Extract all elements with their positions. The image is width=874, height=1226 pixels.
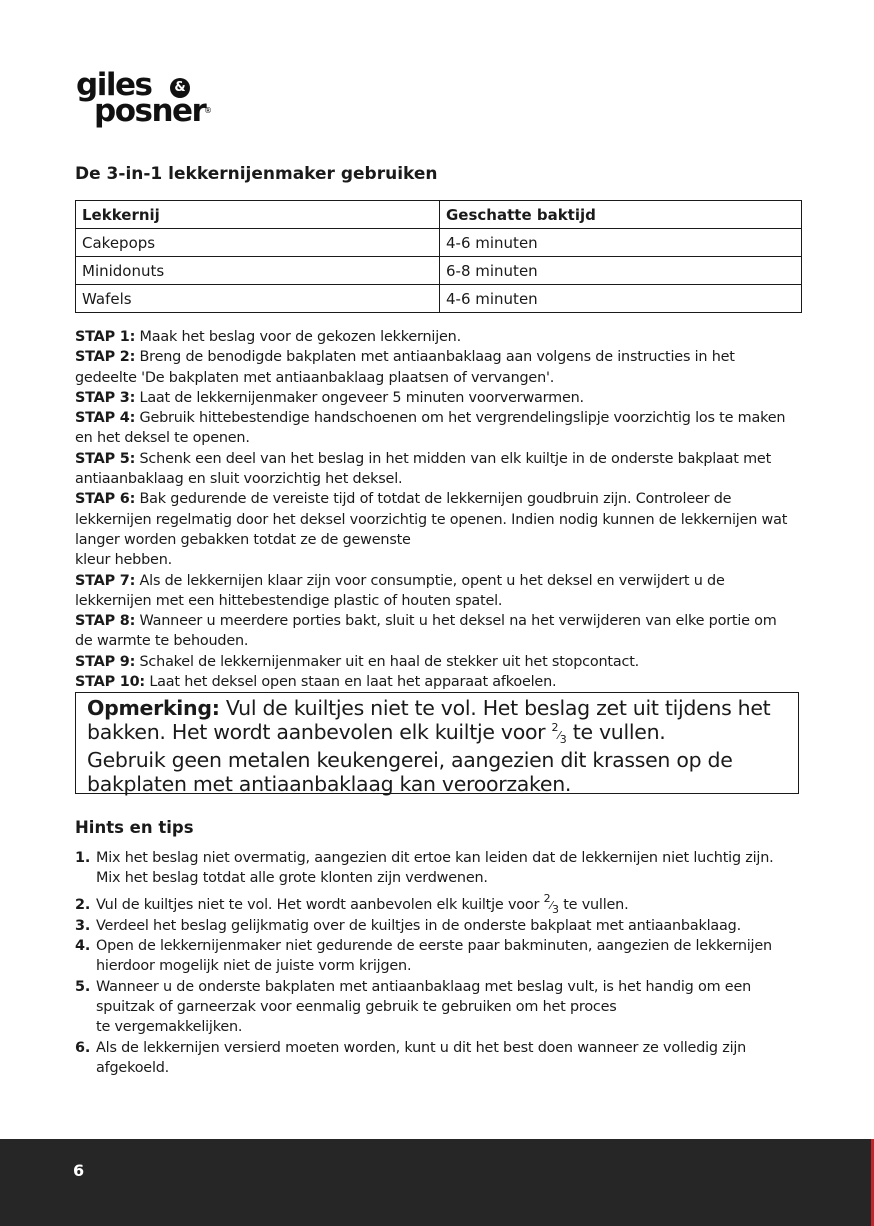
step-item [75, 672, 795, 692]
list-text: Wanneer u de onderste bakplaten met antiaanbaklaag met beslag vult, is het handig om een spuitzak of garneerzak voor eenmalig gebruik te gebruiken om het proces [96, 978, 752, 1016]
list-text: Als de lekkernijen versierd moeten worden, kunt u dit het best doen wanneer ze volledig zijn afgekoeld. [96, 1039, 747, 1076]
table-cell: 4-6 minuten [440, 229, 802, 257]
step-text: Schakel de lekkernijenmaker uit en haal de stekker uit het stopcontact. [135, 653, 640, 670]
table-cell: Minidonuts [76, 257, 440, 285]
brand-logo [76, 67, 216, 130]
step-label: STAP 10: [75, 674, 145, 691]
fraction-numerator: 2 [543, 891, 551, 905]
note-box [75, 692, 799, 794]
baking-time-table [75, 200, 802, 313]
step-text: Als de lekkernijen klaar zijn voor consumptie, opent u het deksel en verwijdert u de lekkernijen met een hittebestendige plastic of houten spatel. [75, 572, 725, 609]
logo-ampersand: & [170, 78, 190, 98]
step-label: STAP 6: [75, 491, 136, 508]
note-text: Gebruik geen metalen keukengerei, aangezien dit krassen op de bakplaten met antiaanbaklaag kan veroorzaken. [87, 748, 733, 796]
step-text-continued: kleur hebben. [75, 552, 172, 569]
step-label: STAP 5: [75, 450, 136, 467]
list-item [75, 1038, 795, 1079]
fraction-numerator: 2 [551, 721, 559, 734]
step-item [75, 571, 795, 612]
step-label: STAP 2: [75, 349, 136, 366]
hints-list [75, 848, 795, 1078]
fraction-denominator: 3 [552, 902, 559, 916]
step-text: Gebruik hittebestendige handschoenen om het vergrendelingslipje voorzichtig los te maken en het deksel te openen. [75, 410, 786, 447]
step-label: STAP 9: [75, 653, 136, 670]
step-item [75, 489, 795, 570]
section-title: De 3-in-1 lekkernijenmaker gebruiken [75, 164, 438, 184]
step-label: STAP 4: [75, 410, 136, 427]
step-item [75, 652, 795, 672]
step-item [75, 347, 795, 388]
step-label: STAP 1: [75, 329, 136, 345]
note-label: Opmerking: [87, 696, 220, 720]
list-item [75, 891, 795, 916]
list-text: Vul de kuiltjes niet te vol. Het wordt aanbevolen elk kuiltje voor [96, 896, 544, 913]
table-row [76, 257, 802, 285]
list-number: 1. [75, 850, 91, 866]
table-header-cell: Lekkernij [76, 201, 440, 229]
list-item [75, 916, 795, 936]
step-text: Breng de benodigde bakplaten met antiaanbaklaag aan volgens de instructies in het gedeelte 'De bakplaten met antiaanbaklaag plaatsen of vervangen'. [75, 349, 735, 386]
table-header-row [76, 201, 802, 229]
fraction: 2⁄3 [551, 721, 567, 746]
table-cell: 6-8 minuten [440, 257, 802, 285]
list-item [75, 848, 795, 889]
list-item [75, 936, 795, 977]
table-row [76, 285, 802, 313]
step-item [75, 611, 795, 652]
list-text: Verdeel het beslag gelijkmatig over de kuiltjes in de onderste bakplaat met antiaanbaklaag. [96, 917, 741, 934]
table-cell: 4-6 minuten [440, 285, 802, 313]
step-text: Laat de lekkernijenmaker ongeveer 5 minuten voorverwarmen. [135, 389, 584, 406]
note-text: te vullen. [566, 720, 666, 744]
list-number: 4. [75, 938, 91, 955]
step-text: Laat het deksel open staan en laat het apparaat afkoelen. [144, 674, 557, 691]
list-text-continued: te vergemakkelijken. [96, 1019, 243, 1036]
step-item [75, 408, 795, 449]
step-text: Schenk een deel van het beslag in het midden van elk kuiltje in de onderste bakplaat met antiaanbaklaag en sluit voorzichtig het deksel. [75, 450, 772, 488]
list-text: Mix het beslag niet overmatig, aangezien dit ertoe kan leiden dat de lekkernijen niet luchtig zijn. Mix het beslag totdat alle grote klonten zijn verdwenen. [96, 850, 774, 887]
step-text: Bak gedurende de vereiste tijd of totdat de lekkernijen goudbruin zijn. Controleer de lekkernijen regelmatig door het deksel voorzichtig te openen. Indien nodig kunnen de lekkernijen wat langer worden gebakken totdat ze de gewenste [75, 491, 788, 548]
table-cell: Cakepops [76, 229, 440, 257]
list-number: 5. [75, 978, 91, 995]
page-footer [0, 1139, 874, 1226]
steps-list [75, 327, 795, 692]
logo-text-posner: posner [94, 93, 206, 129]
table-row [76, 229, 802, 257]
step-item [75, 449, 795, 490]
step-text: Wanneer u meerdere porties bakt, sluit u het deksel na het verwijderen van elke portie om de warmte te behouden. [75, 613, 777, 650]
hints-title: Hints en tips [75, 818, 194, 837]
list-text: Open de lekkernijenmaker niet gedurende de eerste paar bakminuten, aangezien de lekkernijen hierdoor mogelijk niet de juiste vorm krijgen. [96, 938, 772, 975]
registered-mark: ® [204, 106, 212, 115]
fraction-denominator: 3 [559, 733, 567, 746]
list-item [75, 977, 795, 1038]
page-number: 6 [73, 1161, 85, 1180]
step-label: STAP 3: [75, 389, 136, 406]
table-header-cell: Geschatte baktijd [440, 201, 802, 229]
list-number: 3. [75, 917, 91, 934]
table-cell: Wafels [76, 285, 440, 313]
fraction: 2⁄3 [543, 891, 559, 916]
step-text: Maak het beslag voor de gekozen lekkernijen. [135, 329, 461, 345]
step-label: STAP 8: [75, 613, 136, 630]
step-label: STAP 7: [75, 572, 136, 589]
list-number: 6. [75, 1039, 91, 1056]
logo-text-giles: giles [76, 67, 152, 103]
step-item [75, 388, 795, 408]
step-item [75, 327, 795, 347]
list-text: te vullen. [558, 896, 629, 913]
note-text: Vul de kuiltjes niet te vol. Het beslag zet uit tijdens het bakken. Het wordt aanbevolen elk kuiltje voor [87, 696, 771, 744]
list-number: 2. [75, 896, 91, 913]
